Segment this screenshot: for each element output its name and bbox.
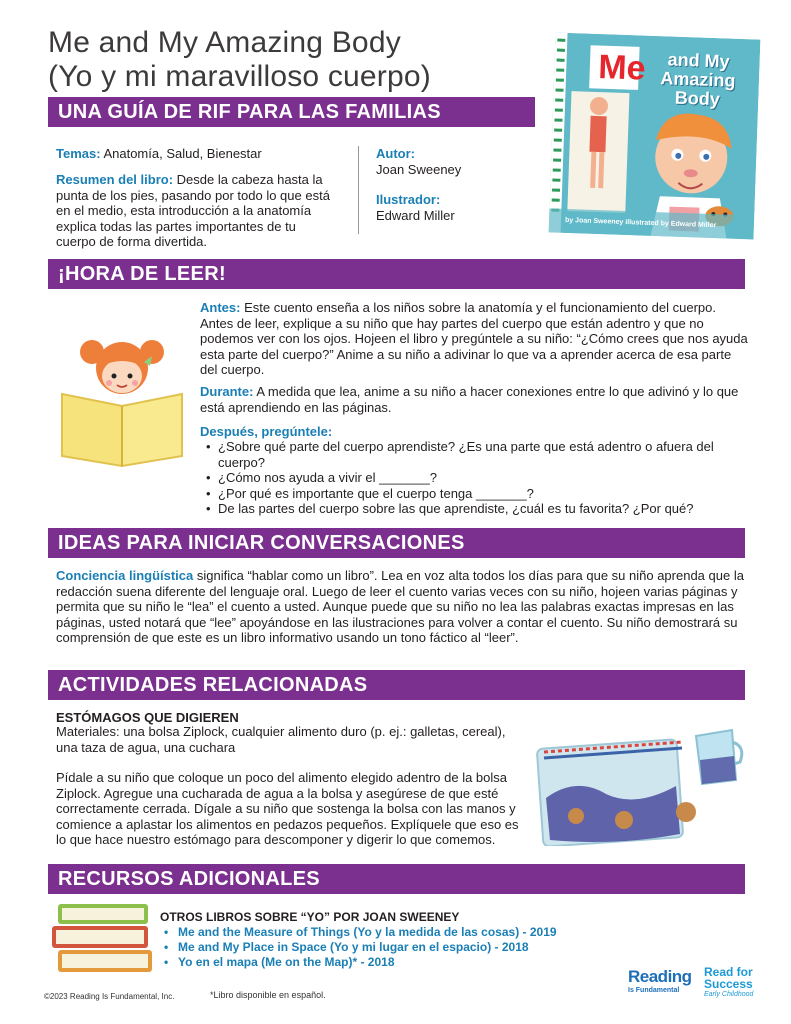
author <box>376 146 461 177</box>
cover-title-rest <box>647 50 749 110</box>
ideas-paragraph <box>56 568 748 646</box>
reading-before <box>200 300 748 378</box>
list-item[interactable]: • Me and My Place in Space (Yo y mi lugar en el espacio) - 2018 <box>160 940 600 955</box>
list-item: • ¿Cómo nos ayuda a vivir el _______? <box>200 470 748 486</box>
illustrator <box>376 192 455 223</box>
reading-during <box>200 384 748 415</box>
cover-title-and-my: and My <box>667 49 730 72</box>
page-title <box>48 26 431 94</box>
book-stack-icon <box>48 898 158 978</box>
ziplock-bag-icon <box>536 716 746 846</box>
rif-logo <box>628 968 696 995</box>
topics <box>56 146 346 162</box>
summary-text: Desde la cabeza hasta la punta de los pies, pasando por todo lo que está en el medio, esta introducción a la anatomía explica todas las partes importantes de tu cuerpo de forma divertida. <box>56 172 330 249</box>
list-item: • ¿Sobre qué parte del cuerpo aprendiste? ¿Es una parte que está adentro o afuera del cuerpo? <box>200 439 748 470</box>
during-text: A medida que lea, anime a su niño a hacer conexiones entre lo que adivinó y lo que está aprendiendo en las páginas. <box>200 384 739 415</box>
rfs-logo-read-for: Read for <box>704 965 753 979</box>
author-name: Joan Sweeney <box>376 161 462 177</box>
activity-heading: ESTÓMAGOS QUE DIGIEREN <box>56 710 239 725</box>
copyright: ©2023 Reading Is Fundamental, Inc. <box>44 992 175 1001</box>
ideas-text: significa “hablar como un libro”. Lea en voz alta todos los días para que su niño aprenda que la redacción suena diferente del lenguaje oral. Luego de leer el cuento varias veces con su niño, hojeen varias páginas y permita que su niño le “lea” el cuento a usted. Aunque puede que su niño no lea las palabras exactas impresas en las páginas, usted notará que “lee” apoyándose en las ilustraciones para volver a contar el cuento. Su niño demostrará su comprensión de que este es un libro informativo usando un tono fáctico al “leer”. <box>56 568 744 645</box>
cover-byline: by Joan Sweeney illustrated by Edward Miller <box>564 216 717 230</box>
summary-label: Resumen del libro: <box>56 172 174 187</box>
before-text: Este cuento enseña a los niños sobre la anatomía y el funcionamiento del cuerpo. Antes de leer, explique a su niño que hay partes del cuerpo que están adentro y que no podemos ver con los ojos. Hojeen el libro y pregúntele a su niño: “¿Cómo crees que nos ayuda esta parte del cuerpo?” Anime a su niño a adivinar lo que va a aprender acerca de esa parte del cuerpo. <box>200 300 748 377</box>
reading-child-illustration <box>52 316 194 472</box>
read-for-success-logo <box>704 966 764 999</box>
spanish-note: *Libro disponible en español. <box>210 990 326 1000</box>
section-header-activities: ACTIVIDADES RELACIONADAS <box>48 670 745 700</box>
ideas-term: Conciencia lingüística <box>56 568 194 583</box>
rif-logo-reading: Reading <box>628 967 692 986</box>
section-header-resources: RECURSOS ADICIONALES <box>48 864 745 894</box>
rfs-logo-early: Early Childhood <box>704 991 754 998</box>
title-line-1: Me and My Amazing Body <box>48 26 401 59</box>
book-cover <box>549 32 761 239</box>
activity-steps: Pídale a su niño que coloque un poco del alimento elegido adentro de la bolsa Ziplock. Agregue una cucharada de agua a la bolsa y asegúrese de que esté correctamente cerrada. Dígale a su niño que sostenga la bolsa con las manos y comience a aplastar los alimentos en pedazos pequeños. Explíquele que eso es lo que hace nuestro estómago para descomponer y digerir lo que comemos. <box>56 770 519 847</box>
topics-value: Anatomía, Salud, Bienestar <box>100 146 262 161</box>
list-item: • ¿Por qué es importante que el cuerpo tenga _______? <box>200 486 748 502</box>
cover-title-amazing: Amazing <box>660 68 736 91</box>
author-label: Autor: <box>376 146 415 161</box>
activity-materials: Materiales: una bolsa Ziplock, cualquier alimento duro (p. ej.: galletas, cereal), una taza de agua, una cuchara <box>56 724 506 755</box>
book-stack-illustration <box>48 898 158 978</box>
rif-logo-fundamental: Is Fundamental <box>628 987 680 994</box>
rfs-logo-success: Success <box>704 977 753 991</box>
before-label: Antes: <box>200 300 241 315</box>
section-header-ideas: IDEAS PARA INICIAR CONVERSACIONES <box>48 528 745 558</box>
resources-heading: OTROS LIBROS SOBRE “YO” POR JOAN SWEENEY <box>160 910 460 924</box>
after-questions-list <box>200 439 748 517</box>
section-header-reading: ¡HORA DE LEER! <box>48 259 745 289</box>
list-item: • De las partes del cuerpo sobre las que aprendiste, ¿cuál es tu favorita? ¿Por qué? <box>200 501 748 517</box>
after-label: Después, pregúntele: <box>200 424 333 439</box>
title-line-2: (Yo y mi maravilloso cuerpo) <box>48 60 431 93</box>
ziplock-bag-illustration <box>536 716 746 846</box>
list-item[interactable]: • Me and the Measure of Things (Yo y la medida de las cosas) - 2019 <box>160 925 600 940</box>
cover-title-body: Body <box>674 87 721 110</box>
cover-title-me: Me <box>597 48 647 88</box>
resources-book-list <box>160 925 600 970</box>
illustrator-name: Edward Miller <box>376 207 455 223</box>
book-summary <box>56 172 338 250</box>
section-header-guide: UNA GUÍA DE RIF PARA LAS FAMILIAS <box>48 97 535 127</box>
reading-child-icon <box>52 316 194 472</box>
during-label: Durante: <box>200 384 254 399</box>
topics-label: Temas: <box>56 146 101 161</box>
list-item[interactable]: • Yo en el mapa (Me on the Map)* - 2018 <box>160 955 600 970</box>
illustrator-label: Ilustrador: <box>376 192 441 207</box>
info-divider <box>358 146 359 234</box>
